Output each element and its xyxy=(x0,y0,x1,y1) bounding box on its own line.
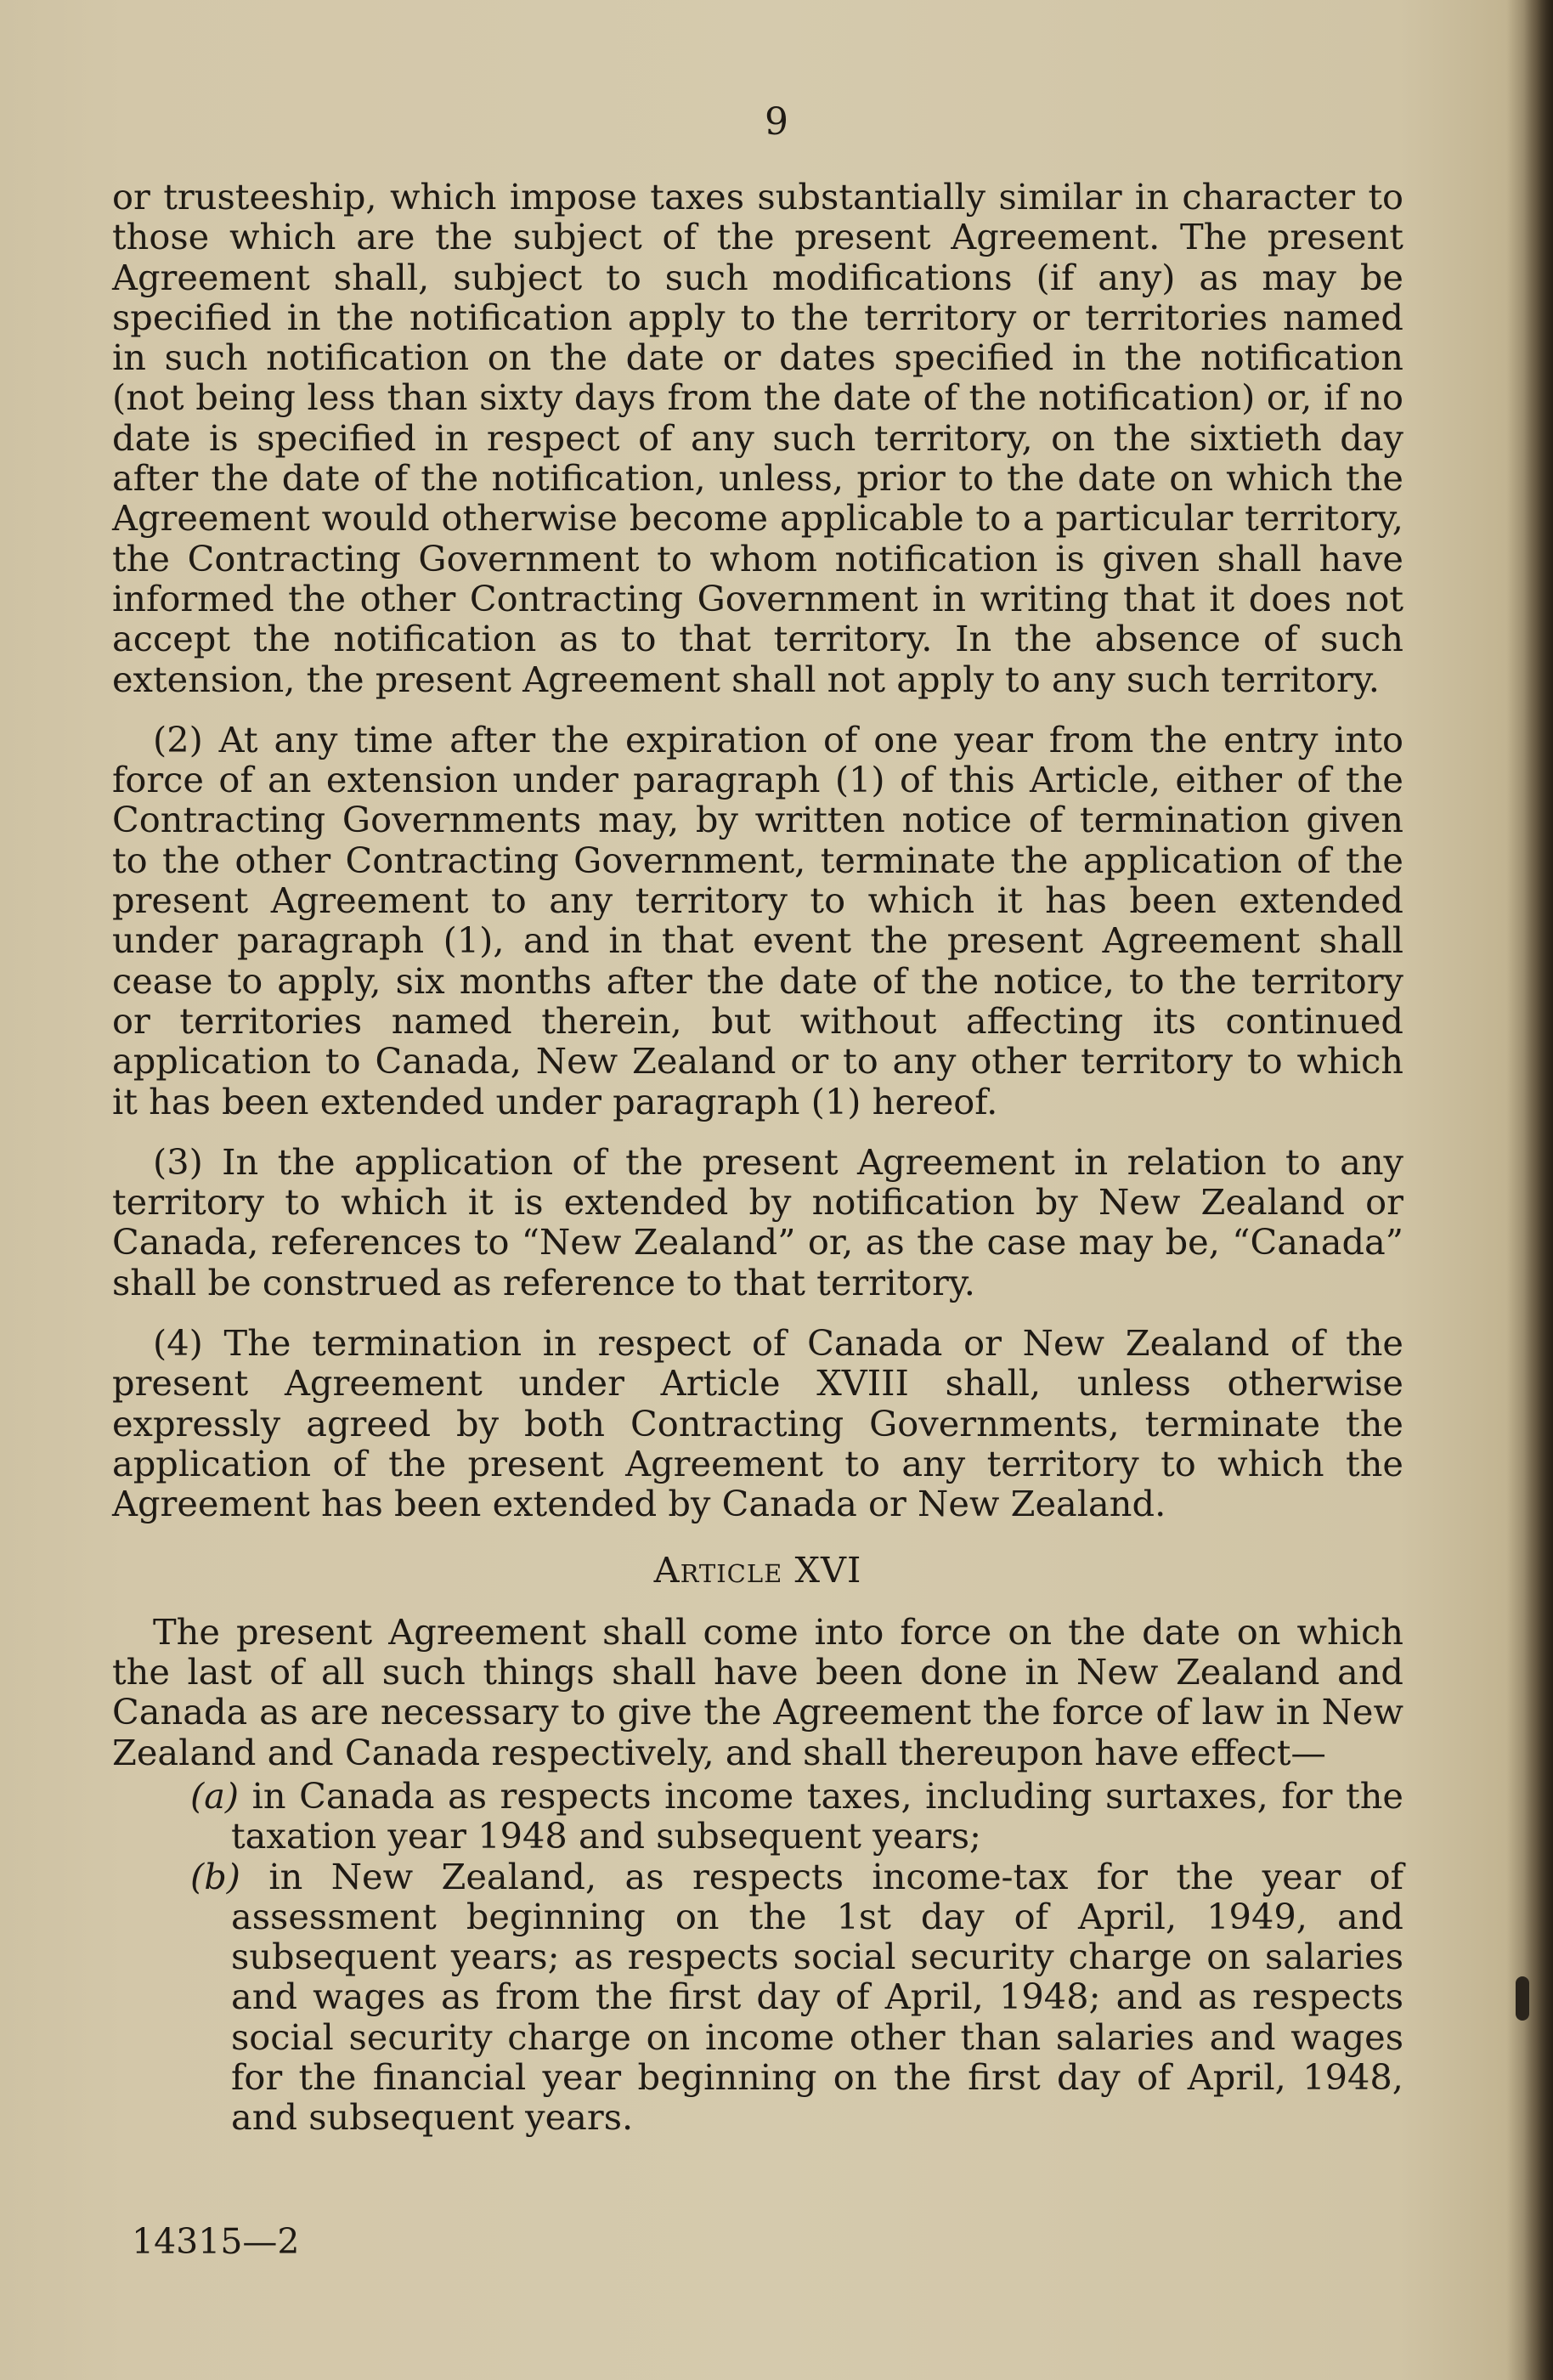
footer-code: 14315—2 xyxy=(132,2221,300,2262)
list-item-text: in Canada as respects income taxes, including surtaxes, for the taxation year 1948 and subsequent years; xyxy=(231,1774,1403,1857)
continuation-paragraph: or trusteeship, which impose taxes substantially similar in character to those which are the subject of the present Agreement. The present Agreement shall, subject to such modifications (if any) as may be specified in the notification apply to the territory or territories named in such notification on the date or dates specified in the notification (not being less than sixty days from the date of the notification) or, if no date is specified in respect of any such territory, on the sixtieth day after the date of the notification, unless, prior to the date on which the Agreement would otherwise become applicable to a particular territory, the Contracting Government to whom notification is given shall have informed the other Contracting Government in writing that it does not accept the notification as to that territory. In the absence of such extension, the present Agreement shall not apply to any such territory. xyxy=(112,176,1403,700)
article-intro-paragraph: The present Agreement shall come into force on the date on which the last of all such things shall have been done in New Zealand and Canada as are necessary to give the Agreement the force of law in New Zealand and Canada respectively, and shall thereupon have effect— xyxy=(112,1610,1403,1773)
binding-clip-mark xyxy=(1516,1976,1529,2021)
list-item-text: in New Zealand, as respects income-tax for the year of assessment beginning on the 1st day of April, 1949, and subsequent years; as respects social security charge on salaries and wages as from the first day of April, 1948; and as respects social security charge on income other than salaries and wages for the financial year beginning on the first day of April, 1948, and subsequent years. xyxy=(231,1855,1403,2139)
list-item-a xyxy=(112,1776,1403,1857)
paragraph-3: (3) In the application of the present Agreement in relation to any territory to which it is extended by notification by New Zealand or Canada, references to “New Zealand” or, as the case may be, “Canada” shall be construed as reference to that territory. xyxy=(112,1140,1403,1303)
page-number: 9 xyxy=(765,100,788,144)
list-item-b xyxy=(112,1857,1403,2138)
list-item-label: (b) xyxy=(190,1855,240,1897)
document-body xyxy=(112,177,1403,2138)
list-item-label: (a) xyxy=(190,1774,240,1817)
paragraph-2: (2) At any time after the expiration of one year from the entry into force of an extension under paragraph (1) of this Article, either of the Contracting Governments may, by written notice of termination given to the other Contracting Government, terminate the application of the present Agreement to any territory to which it has been extended under paragraph (1), and in that event the present Agreement shall cease to apply, six months after the date of the notice, to the territory or territories named therein, but without affecting its continued application to Canada, New Zealand or to any other territory to which it has been extended under paragraph (1) hereof. xyxy=(112,718,1403,1122)
article-heading: Article XVI xyxy=(653,1548,862,1591)
page-edge-shadow xyxy=(1524,0,1553,2380)
paragraph-4: (4) The termination in respect of Canada or New Zealand of the present Agreement under Article XVIII shall, unless otherwise expressly agreed by both Contracting Governments, terminate the application of the present Agreement to any territory to which the Agreement has been extended by Canada or New Zealand. xyxy=(112,1322,1403,1525)
